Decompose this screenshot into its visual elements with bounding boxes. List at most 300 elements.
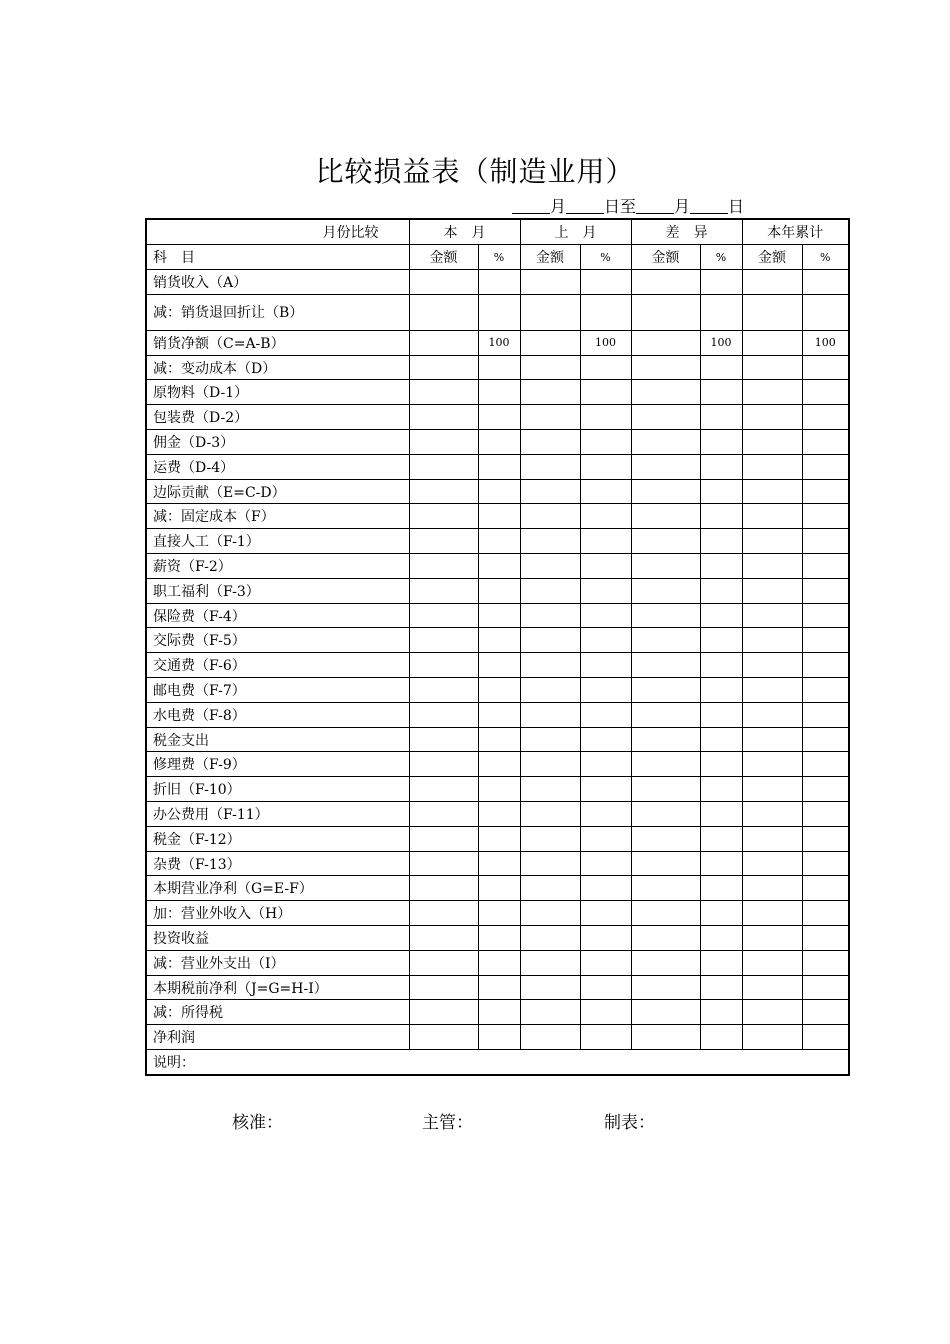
percent-cell[interactable]: [700, 578, 742, 603]
header-group-last-month: 上 月: [520, 220, 631, 245]
percent-cell[interactable]: [580, 380, 631, 405]
percent-cell[interactable]: [478, 752, 520, 777]
table-row: [147, 405, 848, 430]
table-row: [147, 330, 848, 355]
amount-cell[interactable]: [409, 777, 478, 802]
row-label: 薪资（F-2）: [147, 554, 409, 579]
table-row: [147, 950, 848, 975]
amount-cell[interactable]: [742, 479, 802, 504]
month-blank-2[interactable]: [636, 199, 674, 214]
header-pct: %: [580, 245, 631, 270]
amount-cell[interactable]: [409, 826, 478, 851]
percent-cell[interactable]: [580, 294, 631, 330]
percent-cell[interactable]: [802, 901, 848, 926]
amount-cell[interactable]: [520, 454, 580, 479]
amount-cell[interactable]: [520, 702, 580, 727]
percent-cell[interactable]: [802, 752, 848, 777]
amount-cell[interactable]: [520, 802, 580, 827]
percent-cell[interactable]: [580, 479, 631, 504]
percent-cell[interactable]: [580, 355, 631, 380]
percent-cell[interactable]: [580, 1000, 631, 1025]
percent-cell[interactable]: [478, 826, 520, 851]
amount-cell[interactable]: [409, 702, 478, 727]
amount-cell[interactable]: [742, 777, 802, 802]
percent-cell[interactable]: [580, 752, 631, 777]
percent-cell[interactable]: [478, 454, 520, 479]
percent-cell[interactable]: [802, 1025, 848, 1050]
percent-cell[interactable]: [802, 454, 848, 479]
percent-cell[interactable]: [802, 702, 848, 727]
percent-cell[interactable]: 100: [700, 330, 742, 355]
amount-cell[interactable]: [409, 330, 478, 355]
row-label: 本期营业净利（G=E-F）: [147, 876, 409, 901]
month-blank-1[interactable]: [512, 199, 550, 214]
table-row: [147, 504, 848, 529]
amount-cell[interactable]: [409, 727, 478, 752]
percent-cell[interactable]: [580, 1025, 631, 1050]
amount-cell[interactable]: [409, 950, 478, 975]
amount-cell[interactable]: [520, 851, 580, 876]
header-pct: %: [700, 245, 742, 270]
amount-cell[interactable]: [742, 1000, 802, 1025]
date-label-day-1: 日至: [604, 197, 637, 216]
amount-cell[interactable]: [631, 702, 700, 727]
percent-cell[interactable]: [580, 270, 631, 295]
amount-cell[interactable]: [409, 876, 478, 901]
percent-cell[interactable]: [802, 380, 848, 405]
percent-cell[interactable]: [802, 653, 848, 678]
percent-cell[interactable]: [802, 1000, 848, 1025]
percent-cell[interactable]: [580, 454, 631, 479]
percent-cell[interactable]: [478, 294, 520, 330]
amount-cell[interactable]: [742, 454, 802, 479]
amount-cell[interactable]: [520, 529, 580, 554]
amount-cell[interactable]: [742, 603, 802, 628]
percent-cell[interactable]: [700, 901, 742, 926]
amount-cell[interactable]: [520, 330, 580, 355]
percent-cell[interactable]: [478, 777, 520, 802]
percent-cell[interactable]: [580, 603, 631, 628]
amount-cell[interactable]: [520, 752, 580, 777]
amount-cell[interactable]: [742, 1025, 802, 1050]
amount-cell[interactable]: [742, 355, 802, 380]
amount-cell[interactable]: [520, 926, 580, 951]
percent-cell[interactable]: [580, 926, 631, 951]
amount-cell[interactable]: [742, 504, 802, 529]
amount-cell[interactable]: [409, 1000, 478, 1025]
percent-cell[interactable]: [478, 876, 520, 901]
percent-cell[interactable]: [700, 926, 742, 951]
percent-cell[interactable]: [802, 504, 848, 529]
amount-cell[interactable]: [742, 653, 802, 678]
amount-cell[interactable]: [631, 950, 700, 975]
percent-cell[interactable]: [700, 628, 742, 653]
percent-cell[interactable]: [478, 628, 520, 653]
amount-cell[interactable]: [520, 479, 580, 504]
amount-cell[interactable]: [631, 380, 700, 405]
header-group-this-month: 本 月: [409, 220, 520, 245]
amount-cell[interactable]: [742, 405, 802, 430]
amount-cell[interactable]: [520, 294, 580, 330]
percent-cell[interactable]: [478, 603, 520, 628]
table-row: [147, 628, 848, 653]
percent-cell[interactable]: [802, 430, 848, 455]
row-label: 折旧（F-10）: [147, 777, 409, 802]
table-row: [147, 802, 848, 827]
percent-cell[interactable]: [802, 876, 848, 901]
amount-cell[interactable]: [520, 578, 580, 603]
percent-cell[interactable]: [700, 826, 742, 851]
percent-cell[interactable]: [478, 380, 520, 405]
date-label-day-2: 日: [728, 197, 745, 216]
percent-cell[interactable]: [802, 975, 848, 1000]
percent-cell[interactable]: [478, 430, 520, 455]
percent-cell[interactable]: [580, 554, 631, 579]
percent-cell[interactable]: [580, 802, 631, 827]
table-row: [147, 876, 848, 901]
percent-cell[interactable]: [700, 851, 742, 876]
percent-cell[interactable]: [580, 826, 631, 851]
amount-cell[interactable]: [631, 454, 700, 479]
percent-cell[interactable]: [802, 578, 848, 603]
amount-cell[interactable]: [742, 826, 802, 851]
percent-cell[interactable]: [802, 628, 848, 653]
amount-cell[interactable]: [631, 975, 700, 1000]
row-label: 交通费（F-6）: [147, 653, 409, 678]
amount-cell[interactable]: [631, 578, 700, 603]
percent-cell[interactable]: [802, 826, 848, 851]
table-row: [147, 603, 848, 628]
percent-cell[interactable]: [700, 802, 742, 827]
percent-cell[interactable]: [478, 504, 520, 529]
percent-cell[interactable]: [700, 950, 742, 975]
row-label: 佣金（D-3）: [147, 430, 409, 455]
percent-cell[interactable]: [478, 1000, 520, 1025]
percent-cell[interactable]: [700, 975, 742, 1000]
amount-cell[interactable]: [631, 603, 700, 628]
amount-cell[interactable]: [742, 926, 802, 951]
header-amount: 金额: [409, 245, 478, 270]
percent-cell[interactable]: [580, 529, 631, 554]
amount-cell[interactable]: [409, 479, 478, 504]
amount-cell[interactable]: [409, 628, 478, 653]
percent-cell[interactable]: [700, 479, 742, 504]
percent-cell[interactable]: [700, 529, 742, 554]
amount-cell[interactable]: [409, 405, 478, 430]
table-row: [147, 1025, 848, 1050]
percent-cell[interactable]: [700, 554, 742, 579]
percent-cell[interactable]: [700, 380, 742, 405]
amount-cell[interactable]: [742, 430, 802, 455]
table-row: [147, 752, 848, 777]
percent-cell[interactable]: [802, 355, 848, 380]
percent-cell[interactable]: [478, 950, 520, 975]
table-row: [147, 901, 848, 926]
amount-cell[interactable]: [742, 294, 802, 330]
percent-cell[interactable]: 100: [802, 330, 848, 355]
percent-cell[interactable]: [580, 727, 631, 752]
row-label: 运费（D-4）: [147, 454, 409, 479]
amount-cell[interactable]: [409, 653, 478, 678]
percent-cell[interactable]: [700, 454, 742, 479]
amount-cell[interactable]: [631, 430, 700, 455]
amount-cell[interactable]: [742, 702, 802, 727]
percent-cell[interactable]: [478, 1025, 520, 1050]
amount-cell[interactable]: [409, 529, 478, 554]
amount-cell[interactable]: [520, 876, 580, 901]
amount-cell[interactable]: [631, 504, 700, 529]
row-label: 投资收益: [147, 926, 409, 951]
percent-cell[interactable]: [802, 405, 848, 430]
percent-cell[interactable]: [802, 294, 848, 330]
amount-cell[interactable]: [520, 554, 580, 579]
percent-cell[interactable]: [700, 430, 742, 455]
amount-cell[interactable]: [520, 678, 580, 703]
amount-cell[interactable]: [742, 851, 802, 876]
amount-cell[interactable]: [631, 727, 700, 752]
signature-supervisor: 主管：: [422, 1113, 473, 1133]
percent-cell[interactable]: [478, 270, 520, 295]
percent-cell[interactable]: [478, 405, 520, 430]
table-row: [147, 702, 848, 727]
amount-cell[interactable]: [631, 876, 700, 901]
note-label[interactable]: 说明：: [147, 1050, 848, 1075]
amount-cell[interactable]: [409, 578, 478, 603]
percent-cell[interactable]: [580, 578, 631, 603]
amount-cell[interactable]: [631, 926, 700, 951]
percent-cell[interactable]: [580, 777, 631, 802]
row-label: 水电费（F-8）: [147, 702, 409, 727]
percent-cell[interactable]: [700, 1025, 742, 1050]
percent-cell[interactable]: [478, 678, 520, 703]
amount-cell[interactable]: [742, 975, 802, 1000]
table-row: [147, 851, 848, 876]
percent-cell[interactable]: [580, 430, 631, 455]
amount-cell[interactable]: [520, 950, 580, 975]
amount-cell[interactable]: [631, 1025, 700, 1050]
amount-cell[interactable]: [409, 802, 478, 827]
amount-cell[interactable]: [520, 380, 580, 405]
percent-cell[interactable]: [478, 702, 520, 727]
row-label: 加：营业外收入（H）: [147, 901, 409, 926]
amount-cell[interactable]: [409, 975, 478, 1000]
percent-cell[interactable]: [700, 270, 742, 295]
amount-cell[interactable]: [631, 479, 700, 504]
percent-cell[interactable]: [700, 603, 742, 628]
percent-cell[interactable]: 100: [580, 330, 631, 355]
percent-cell[interactable]: [802, 529, 848, 554]
amount-cell[interactable]: [520, 1025, 580, 1050]
day-blank-2[interactable]: [690, 199, 728, 214]
amount-cell[interactable]: [409, 270, 478, 295]
row-label: 税金（F-12）: [147, 826, 409, 851]
amount-cell[interactable]: [409, 603, 478, 628]
day-blank-1[interactable]: [566, 199, 604, 214]
percent-cell[interactable]: [478, 578, 520, 603]
amount-cell[interactable]: [631, 802, 700, 827]
percent-cell[interactable]: [802, 479, 848, 504]
percent-cell[interactable]: [700, 504, 742, 529]
percent-cell[interactable]: [478, 355, 520, 380]
signature-approve: 核准：: [232, 1113, 283, 1133]
percent-cell[interactable]: [580, 678, 631, 703]
percent-cell[interactable]: [802, 851, 848, 876]
amount-cell[interactable]: [742, 727, 802, 752]
amount-cell[interactable]: [631, 529, 700, 554]
table-row: [147, 1000, 848, 1025]
amount-cell[interactable]: [520, 975, 580, 1000]
percent-cell[interactable]: [700, 752, 742, 777]
amount-cell[interactable]: [520, 405, 580, 430]
amount-cell[interactable]: [520, 270, 580, 295]
percent-cell[interactable]: [700, 777, 742, 802]
amount-cell[interactable]: [742, 380, 802, 405]
amount-cell[interactable]: [409, 454, 478, 479]
table-row: [147, 777, 848, 802]
amount-cell[interactable]: [631, 355, 700, 380]
amount-cell[interactable]: [631, 752, 700, 777]
percent-cell[interactable]: [478, 727, 520, 752]
percent-cell[interactable]: [802, 678, 848, 703]
amount-cell[interactable]: [409, 752, 478, 777]
amount-cell[interactable]: [409, 1025, 478, 1050]
amount-cell[interactable]: [742, 752, 802, 777]
percent-cell[interactable]: [700, 355, 742, 380]
amount-cell[interactable]: [409, 901, 478, 926]
table-row: [147, 430, 848, 455]
amount-cell[interactable]: [409, 294, 478, 330]
percent-cell[interactable]: [580, 653, 631, 678]
row-label: 邮电费（F-7）: [147, 678, 409, 703]
amount-cell[interactable]: [520, 1000, 580, 1025]
amount-cell[interactable]: [742, 876, 802, 901]
row-label: 办公费用（F-11）: [147, 802, 409, 827]
percent-cell[interactable]: [802, 777, 848, 802]
percent-cell[interactable]: [700, 294, 742, 330]
table-row: [147, 529, 848, 554]
amount-cell[interactable]: [409, 926, 478, 951]
amount-cell[interactable]: [520, 727, 580, 752]
percent-cell[interactable]: [478, 975, 520, 1000]
amount-cell[interactable]: [631, 628, 700, 653]
amount-cell[interactable]: [409, 355, 478, 380]
amount-cell[interactable]: [742, 330, 802, 355]
amount-cell[interactable]: [631, 826, 700, 851]
amount-cell[interactable]: [631, 270, 700, 295]
percent-cell[interactable]: [580, 628, 631, 653]
percent-cell[interactable]: [478, 529, 520, 554]
amount-cell[interactable]: [409, 430, 478, 455]
percent-cell[interactable]: [580, 405, 631, 430]
percent-cell[interactable]: [802, 727, 848, 752]
header-pct: %: [478, 245, 520, 270]
percent-cell[interactable]: [802, 270, 848, 295]
percent-cell[interactable]: [700, 678, 742, 703]
percent-cell[interactable]: [802, 554, 848, 579]
percent-cell[interactable]: [580, 504, 631, 529]
amount-cell[interactable]: [409, 554, 478, 579]
percent-cell[interactable]: [700, 405, 742, 430]
amount-cell[interactable]: [742, 554, 802, 579]
amount-cell[interactable]: [409, 380, 478, 405]
amount-cell[interactable]: [631, 777, 700, 802]
percent-cell[interactable]: 100: [478, 330, 520, 355]
amount-cell[interactable]: [742, 628, 802, 653]
amount-cell[interactable]: [520, 653, 580, 678]
amount-cell[interactable]: [631, 330, 700, 355]
table-row: [147, 678, 848, 703]
percent-cell[interactable]: [700, 702, 742, 727]
table-row: [147, 926, 848, 951]
percent-cell[interactable]: [802, 802, 848, 827]
percent-cell[interactable]: [478, 554, 520, 579]
amount-cell[interactable]: [631, 554, 700, 579]
amount-cell[interactable]: [520, 826, 580, 851]
percent-cell[interactable]: [802, 603, 848, 628]
amount-cell[interactable]: [742, 802, 802, 827]
row-label: 原物料（D-1）: [147, 380, 409, 405]
percent-cell[interactable]: [478, 926, 520, 951]
amount-cell[interactable]: [631, 1000, 700, 1025]
percent-cell[interactable]: [478, 851, 520, 876]
amount-cell[interactable]: [742, 901, 802, 926]
percent-cell[interactable]: [580, 851, 631, 876]
percent-cell[interactable]: [580, 702, 631, 727]
amount-cell[interactable]: [742, 950, 802, 975]
amount-cell[interactable]: [520, 504, 580, 529]
percent-cell[interactable]: [580, 876, 631, 901]
percent-cell[interactable]: [478, 479, 520, 504]
percent-cell[interactable]: [478, 901, 520, 926]
amount-cell[interactable]: [631, 294, 700, 330]
table-row: [147, 454, 848, 479]
amount-cell[interactable]: [631, 405, 700, 430]
percent-cell[interactable]: [802, 950, 848, 975]
amount-cell[interactable]: [742, 678, 802, 703]
amount-cell[interactable]: [409, 504, 478, 529]
amount-cell[interactable]: [742, 270, 802, 295]
amount-cell[interactable]: [631, 653, 700, 678]
row-label: 减：固定成本（F）: [147, 504, 409, 529]
amount-cell[interactable]: [742, 529, 802, 554]
percent-cell[interactable]: [580, 901, 631, 926]
amount-cell[interactable]: [631, 851, 700, 876]
amount-cell[interactable]: [742, 578, 802, 603]
percent-cell[interactable]: [700, 1000, 742, 1025]
row-label: 交际费（F-5）: [147, 628, 409, 653]
amount-cell[interactable]: [520, 901, 580, 926]
percent-cell[interactable]: [580, 975, 631, 1000]
percent-cell[interactable]: [700, 876, 742, 901]
amount-cell[interactable]: [631, 678, 700, 703]
percent-cell[interactable]: [478, 802, 520, 827]
amount-cell[interactable]: [520, 430, 580, 455]
percent-cell[interactable]: [802, 926, 848, 951]
amount-cell[interactable]: [520, 777, 580, 802]
percent-cell[interactable]: [700, 727, 742, 752]
percent-cell[interactable]: [478, 653, 520, 678]
amount-cell[interactable]: [409, 851, 478, 876]
percent-cell[interactable]: [700, 653, 742, 678]
row-label: 包装费（D-2）: [147, 405, 409, 430]
percent-cell[interactable]: [580, 950, 631, 975]
amount-cell[interactable]: [520, 355, 580, 380]
amount-cell[interactable]: [520, 628, 580, 653]
amount-cell[interactable]: [520, 603, 580, 628]
amount-cell[interactable]: [631, 901, 700, 926]
header-amount: 金额: [631, 245, 700, 270]
amount-cell[interactable]: [409, 678, 478, 703]
